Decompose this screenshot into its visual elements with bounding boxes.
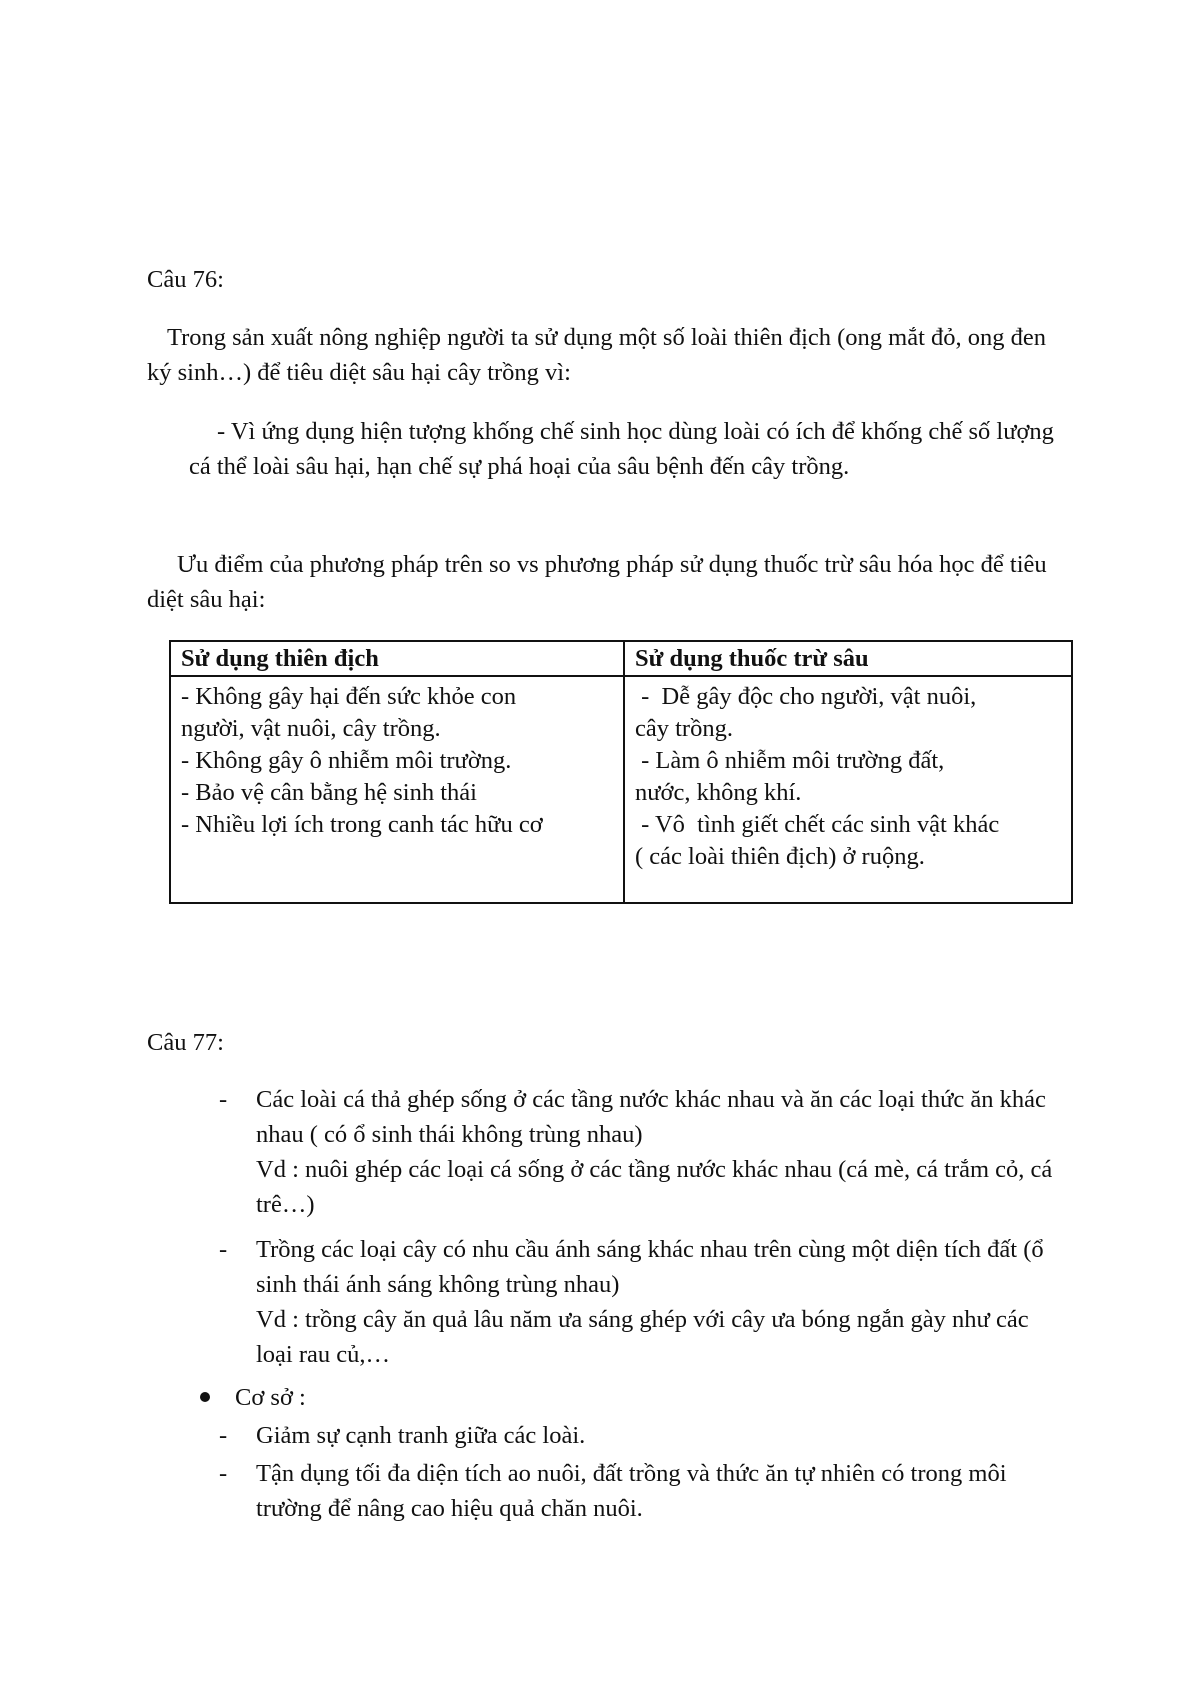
- list-item: [220, 1418, 1070, 1453]
- list-item-example: Vd : nuôi ghép các loại cá sống ở các tầng nước khác nhau (cá mè, cá trắm cỏ, cá trê…): [256, 1156, 1053, 1218]
- cell-line: - Nhiều lợi ích trong canh tác hữu cơ: [181, 811, 543, 838]
- q76-advantage-intro: Ưu điểm của phương pháp trên so vs phương pháp sử dụng thuốc trừ sâu hóa học để tiêu diệt sâu hại:: [147, 551, 1047, 613]
- cell-line: - Làm ô nhiễm môi trường đất,: [635, 747, 945, 774]
- table-header-pesticides: Sử dụng thuốc trừ sâu: [624, 641, 1072, 676]
- q76-intro-paragraph: Trong sản xuất nông nghiệp người ta sử dụng một số loài thiên địch (ong mắt đỏ, ong đen ký sinh…) để tiêu diệt sâu hại cây trồng vì:: [147, 324, 1047, 386]
- q77-heading: Câu 77:: [147, 1029, 224, 1056]
- list-item-text: Tận dụng tối đa diện tích ao nuôi, đất trồng và thức ăn tự nhiên có trong môi trường để nâng cao hiệu quả chăn nuôi.: [256, 1460, 1007, 1522]
- cell-line: - Bảo vệ cân bằng hệ sinh thái: [181, 779, 477, 806]
- table-row: [170, 676, 1072, 903]
- list-dash: -: [219, 1460, 228, 1487]
- cell-line: nước, không khí.: [635, 779, 802, 806]
- basis-bullet: [200, 1380, 306, 1415]
- cell-line: ( các loài thiên địch) ở ruộng.: [635, 843, 925, 870]
- list-dash: -: [219, 1086, 228, 1113]
- list-dash: -: [219, 1422, 228, 1449]
- table-cell-natural-enemies: [170, 676, 624, 903]
- cell-line: - Không gây ô nhiễm môi trường.: [181, 747, 512, 774]
- comparison-table: [169, 640, 1073, 904]
- list-item-text: Các loài cá thả ghép sống ở các tầng nước khác nhau và ăn các loại thức ăn khác nhau ( có ổ sinh thái không trùng nhau): [256, 1086, 1046, 1148]
- cell-line: - Dễ gây độc cho người, vật nuôi,: [635, 683, 977, 710]
- q76-heading: Câu 76:: [147, 266, 224, 293]
- table-header-natural-enemies: Sử dụng thiên địch: [170, 641, 624, 676]
- q76-reason-paragraph: - Vì ứng dụng hiện tượng khống chế sinh học dùng loài có ích để khống chế số lượng cá thể loài sâu hại, hạn chế sự phá hoại của sâu bệnh đến cây trồng.: [189, 418, 1054, 480]
- table-cell-pesticides: [624, 676, 1072, 903]
- cell-line: - Không gây hại đến sức khỏe con: [181, 683, 517, 710]
- list-item-text: Giảm sự cạnh tranh giữa các loài.: [256, 1422, 586, 1449]
- table-header-row: [170, 641, 1072, 676]
- list-item-text: Trồng các loại cây có nhu cầu ánh sáng khác nhau trên cùng một diện tích đất (ổ sinh thái ánh sáng không trùng nhau): [256, 1236, 1044, 1298]
- list-item: [220, 1456, 1070, 1526]
- basis-label: Cơ sở :: [235, 1384, 306, 1411]
- list-item-example: Vd : trồng cây ăn quả lâu năm ưa sáng ghép với cây ưa bóng ngắn gày như các loại rau củ,…: [256, 1306, 1029, 1368]
- cell-line: người, vật nuôi, cây trồng.: [181, 715, 441, 742]
- list-item: [220, 1232, 1070, 1372]
- list-item: [220, 1082, 1070, 1222]
- cell-line: cây trồng.: [635, 715, 733, 742]
- cell-line: - Vô tình giết chết các sinh vật khác: [635, 811, 1000, 838]
- list-dash: -: [219, 1236, 228, 1263]
- bullet-icon: [200, 1392, 210, 1402]
